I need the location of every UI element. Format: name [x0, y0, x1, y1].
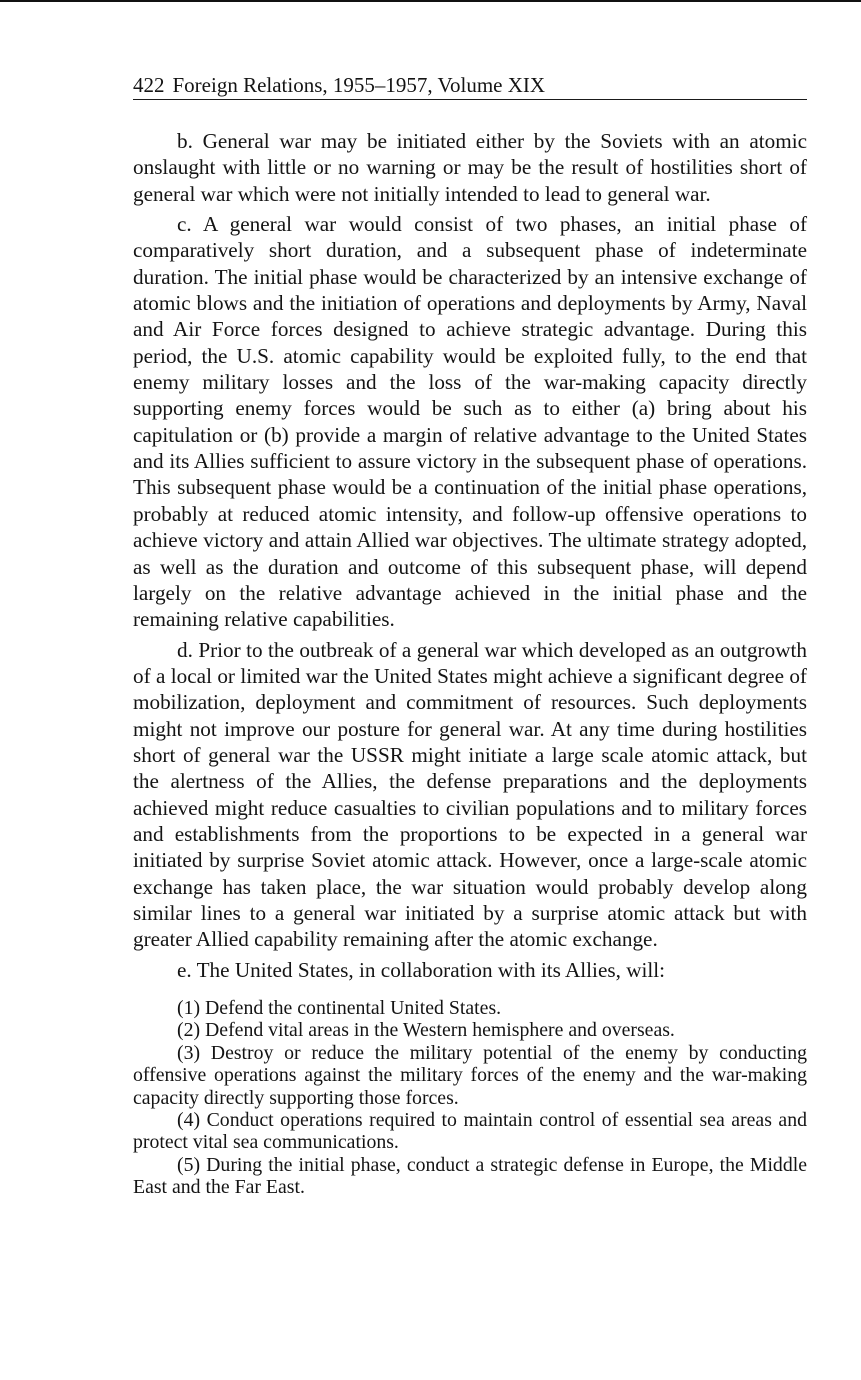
document-body	[133, 128, 807, 1199]
objectives-list	[133, 997, 807, 1199]
publication-title: Foreign Relations, 1955–1957, Volume XIX	[172, 73, 546, 97]
list-item: (3) Destroy or reduce the military potential of the enemy by conducting offensive operations against the military forces of the enemy and the war-making capacity directly supporting those forces.	[133, 1041, 807, 1109]
list-item: (5) During the initial phase, conduct a strategic defense in Europe, the Middle East and the Far East.	[133, 1153, 807, 1199]
list-item: (1) Defend the continental United States.	[177, 997, 502, 1019]
paragraph-b: b. General war may be initiated either by the Soviets with an atomic onslaught with little or no warning or may be the result of hostilities short of general war which were not initially intended to lead to general war.	[133, 129, 807, 206]
list-item: (4) Conduct operations required to maintain control of essential sea areas and protect vital sea communications.	[133, 1109, 807, 1154]
scan-top-edge	[0, 0, 861, 2]
paragraph-e: e. The United States, in collaboration with its Allies, will:	[177, 957, 666, 982]
running-header	[133, 72, 807, 100]
paragraph-c: c. A general war would consist of two phases, an initial phase of comparatively short duration, and a subsequent phase of indeterminate duration. The initial phase would be characterized by an intensive exchange of atomic blows and the initiation of operations and deployments by Army, Naval and Air Force forces designed to achieve strategic advantage. During this period, the U.S. atomic capability would be exploited fully, to the end that enemy military losses and the loss of the war-making capacity directly supporting enemy forces would be such as to either (a) bring about his capitulation or (b) provide a margin of relative advantage to the United States and its Allies sufficient to assure victory in the subsequent phase of operations. This subsequent phase would be a continuation of the initial phase operations, probably at reduced atomic intensity, and follow-up offensive operations to achieve victory and attain Allied war objectives. The ultimate strategy adopted, as well as the duration and outcome of this subsequent phase, will depend largely on the relative advantage achieved in the initial phase and the remaining relative capabilities.	[133, 212, 807, 632]
list-item: (2) Defend vital areas in the Western hemisphere and overseas.	[177, 1019, 675, 1042]
paragraph-d: d. Prior to the outbreak of a general war which developed as an outgrowth of a local or limited war the United States might achieve a significant degree of mobilization, deployment and commitment of resources. Such deployments might not improve our posture for general war. At any time during hostilities short of general war the USSR might initiate a large scale atomic attack, but the alertness of the Allies, the defense preparations and the deployments achieved might reduce casualties to civilian populations and to military forces and establishments from the proportions to be expected in a general war initiated by surprise Soviet atomic attack. However, once a large-scale atomic exchange has taken place, the war situation would probably develop along similar lines to a general war initiated by a surprise atomic attack but with greater Allied capability remaining after the atomic exchange.	[133, 637, 807, 952]
document-page	[133, 72, 807, 1199]
page-number: 422	[133, 73, 165, 97]
